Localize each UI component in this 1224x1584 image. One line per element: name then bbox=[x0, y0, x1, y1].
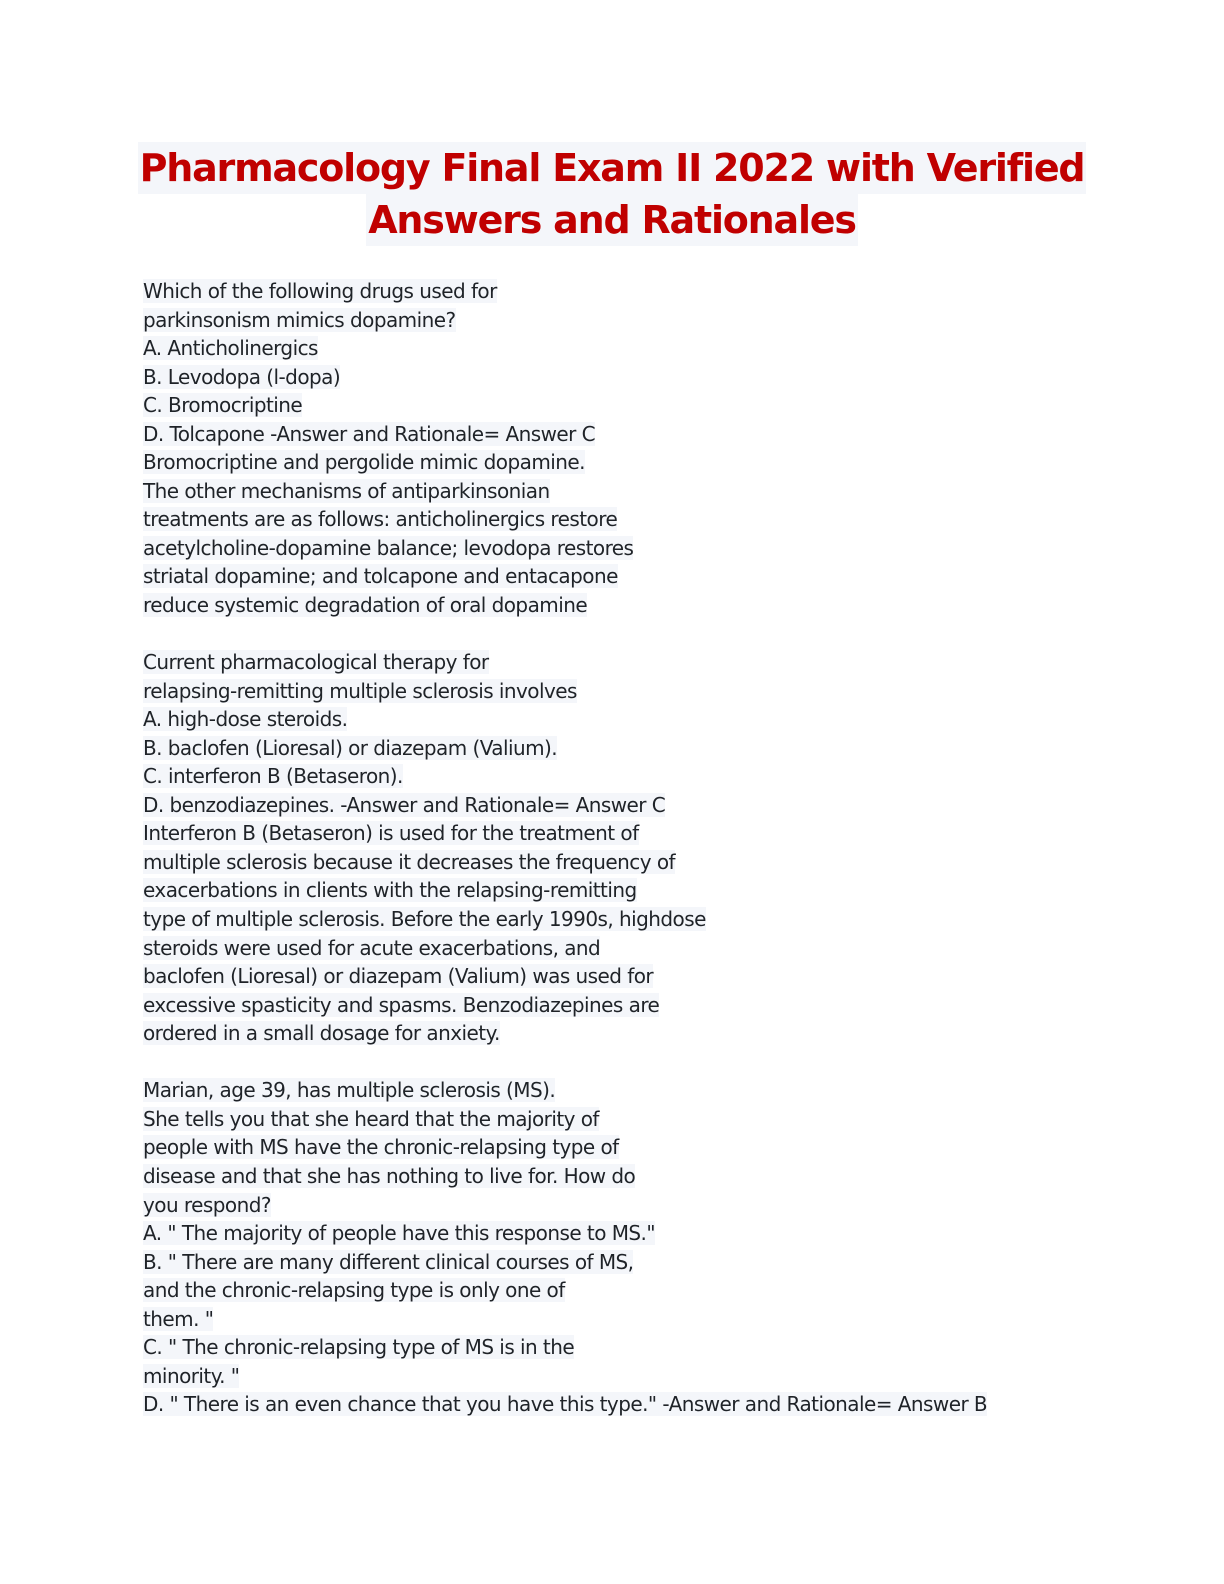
text-line: Current pharmacological therapy for bbox=[143, 650, 489, 675]
answer-option: A. high-dose steroids. bbox=[143, 707, 348, 732]
paragraph-gap bbox=[143, 1048, 1103, 1077]
text-line: relapsing-remitting multiple sclerosis involves bbox=[143, 678, 577, 703]
text-line: parkinsonism mimics dopamine? bbox=[143, 307, 456, 332]
question-block-3 bbox=[143, 1076, 1103, 1419]
answer-option: them. " bbox=[143, 1306, 214, 1331]
answer-option: B. baclofen (Lioresal) or diazepam (Valium). bbox=[143, 735, 558, 760]
rationale-line: steroids were used for acute exacerbations, and bbox=[143, 935, 601, 960]
rationale-line: reduce systemic degradation of oral dopamine bbox=[143, 593, 588, 618]
rationale-line: Interferon B (Betaseron) is used for the treatment of bbox=[143, 821, 639, 846]
answer-option: B. " There are many different clinical courses of MS, bbox=[143, 1249, 634, 1274]
rationale-line: baclofen (Lioresal) or diazepam (Valium) was used for bbox=[143, 964, 654, 989]
rationale-line: exacerbations in clients with the relapsing-remitting bbox=[143, 878, 637, 903]
question-block-2 bbox=[143, 648, 1103, 1048]
question-block-1 bbox=[143, 277, 1103, 620]
title-line-1: Pharmacology Final Exam II 2022 with Verified bbox=[138, 142, 1087, 194]
title-line-2: Answers and Rationales bbox=[366, 194, 858, 246]
paragraph-gap bbox=[143, 620, 1103, 649]
answer-option: A. Anticholinergics bbox=[143, 336, 318, 361]
rationale-line: Bromocriptine and pergolide mimic dopamine. bbox=[143, 450, 585, 475]
rationale-line: striatal dopamine; and tolcapone and entacapone bbox=[143, 564, 618, 589]
text-line: Marian, age 39, has multiple sclerosis (MS). bbox=[143, 1078, 556, 1103]
text-line: people with MS have the chronic-relapsing type of bbox=[143, 1135, 619, 1160]
answer-option: and the chronic-relapsing type is only one of bbox=[143, 1278, 565, 1303]
text-line: you respond? bbox=[143, 1192, 271, 1217]
rationale-line: acetylcholine-dopamine balance; levodopa restores bbox=[143, 535, 634, 560]
rationale-line: The other mechanisms of antiparkinsonian bbox=[143, 478, 550, 503]
answer-option: C. " The chronic-relapsing type of MS is in the bbox=[143, 1335, 575, 1360]
answer-option: B. Levodopa (l-dopa) bbox=[143, 364, 341, 389]
text-line: disease and that she has nothing to live for. How do bbox=[143, 1163, 636, 1188]
text-line: Which of the following drugs used for bbox=[143, 279, 497, 303]
rationale-line: type of multiple sclerosis. Before the early 1990s, highdose bbox=[143, 907, 706, 932]
answer-option: D. " There is an even chance that you have this type." -Answer and Rationale= Answer B bbox=[143, 1392, 988, 1417]
rationale-line: multiple sclerosis because it decreases the frequency of bbox=[143, 849, 676, 874]
rationale-line: treatments are as follows: anticholinergics restore bbox=[143, 507, 618, 532]
rationale-line: excessive spasticity and spasms. Benzodiazepines are bbox=[143, 992, 660, 1017]
answer-option: D. Tolcapone -Answer and Rationale= Answer C bbox=[143, 421, 596, 446]
document-title bbox=[0, 142, 1224, 246]
answer-option: A. " The majority of people have this response to MS." bbox=[143, 1221, 656, 1246]
rationale-line: ordered in a small dosage for anxiety. bbox=[143, 1021, 500, 1046]
answer-option: C. Bromocriptine bbox=[143, 393, 303, 418]
answer-option: minority. " bbox=[143, 1363, 240, 1388]
document-body bbox=[143, 277, 1103, 1419]
answer-option: D. benzodiazepines. -Answer and Rationale= Answer C bbox=[143, 792, 666, 817]
text-line: She tells you that she heard that the majority of bbox=[143, 1106, 599, 1131]
answer-option: C. interferon B (Betaseron). bbox=[143, 764, 403, 789]
